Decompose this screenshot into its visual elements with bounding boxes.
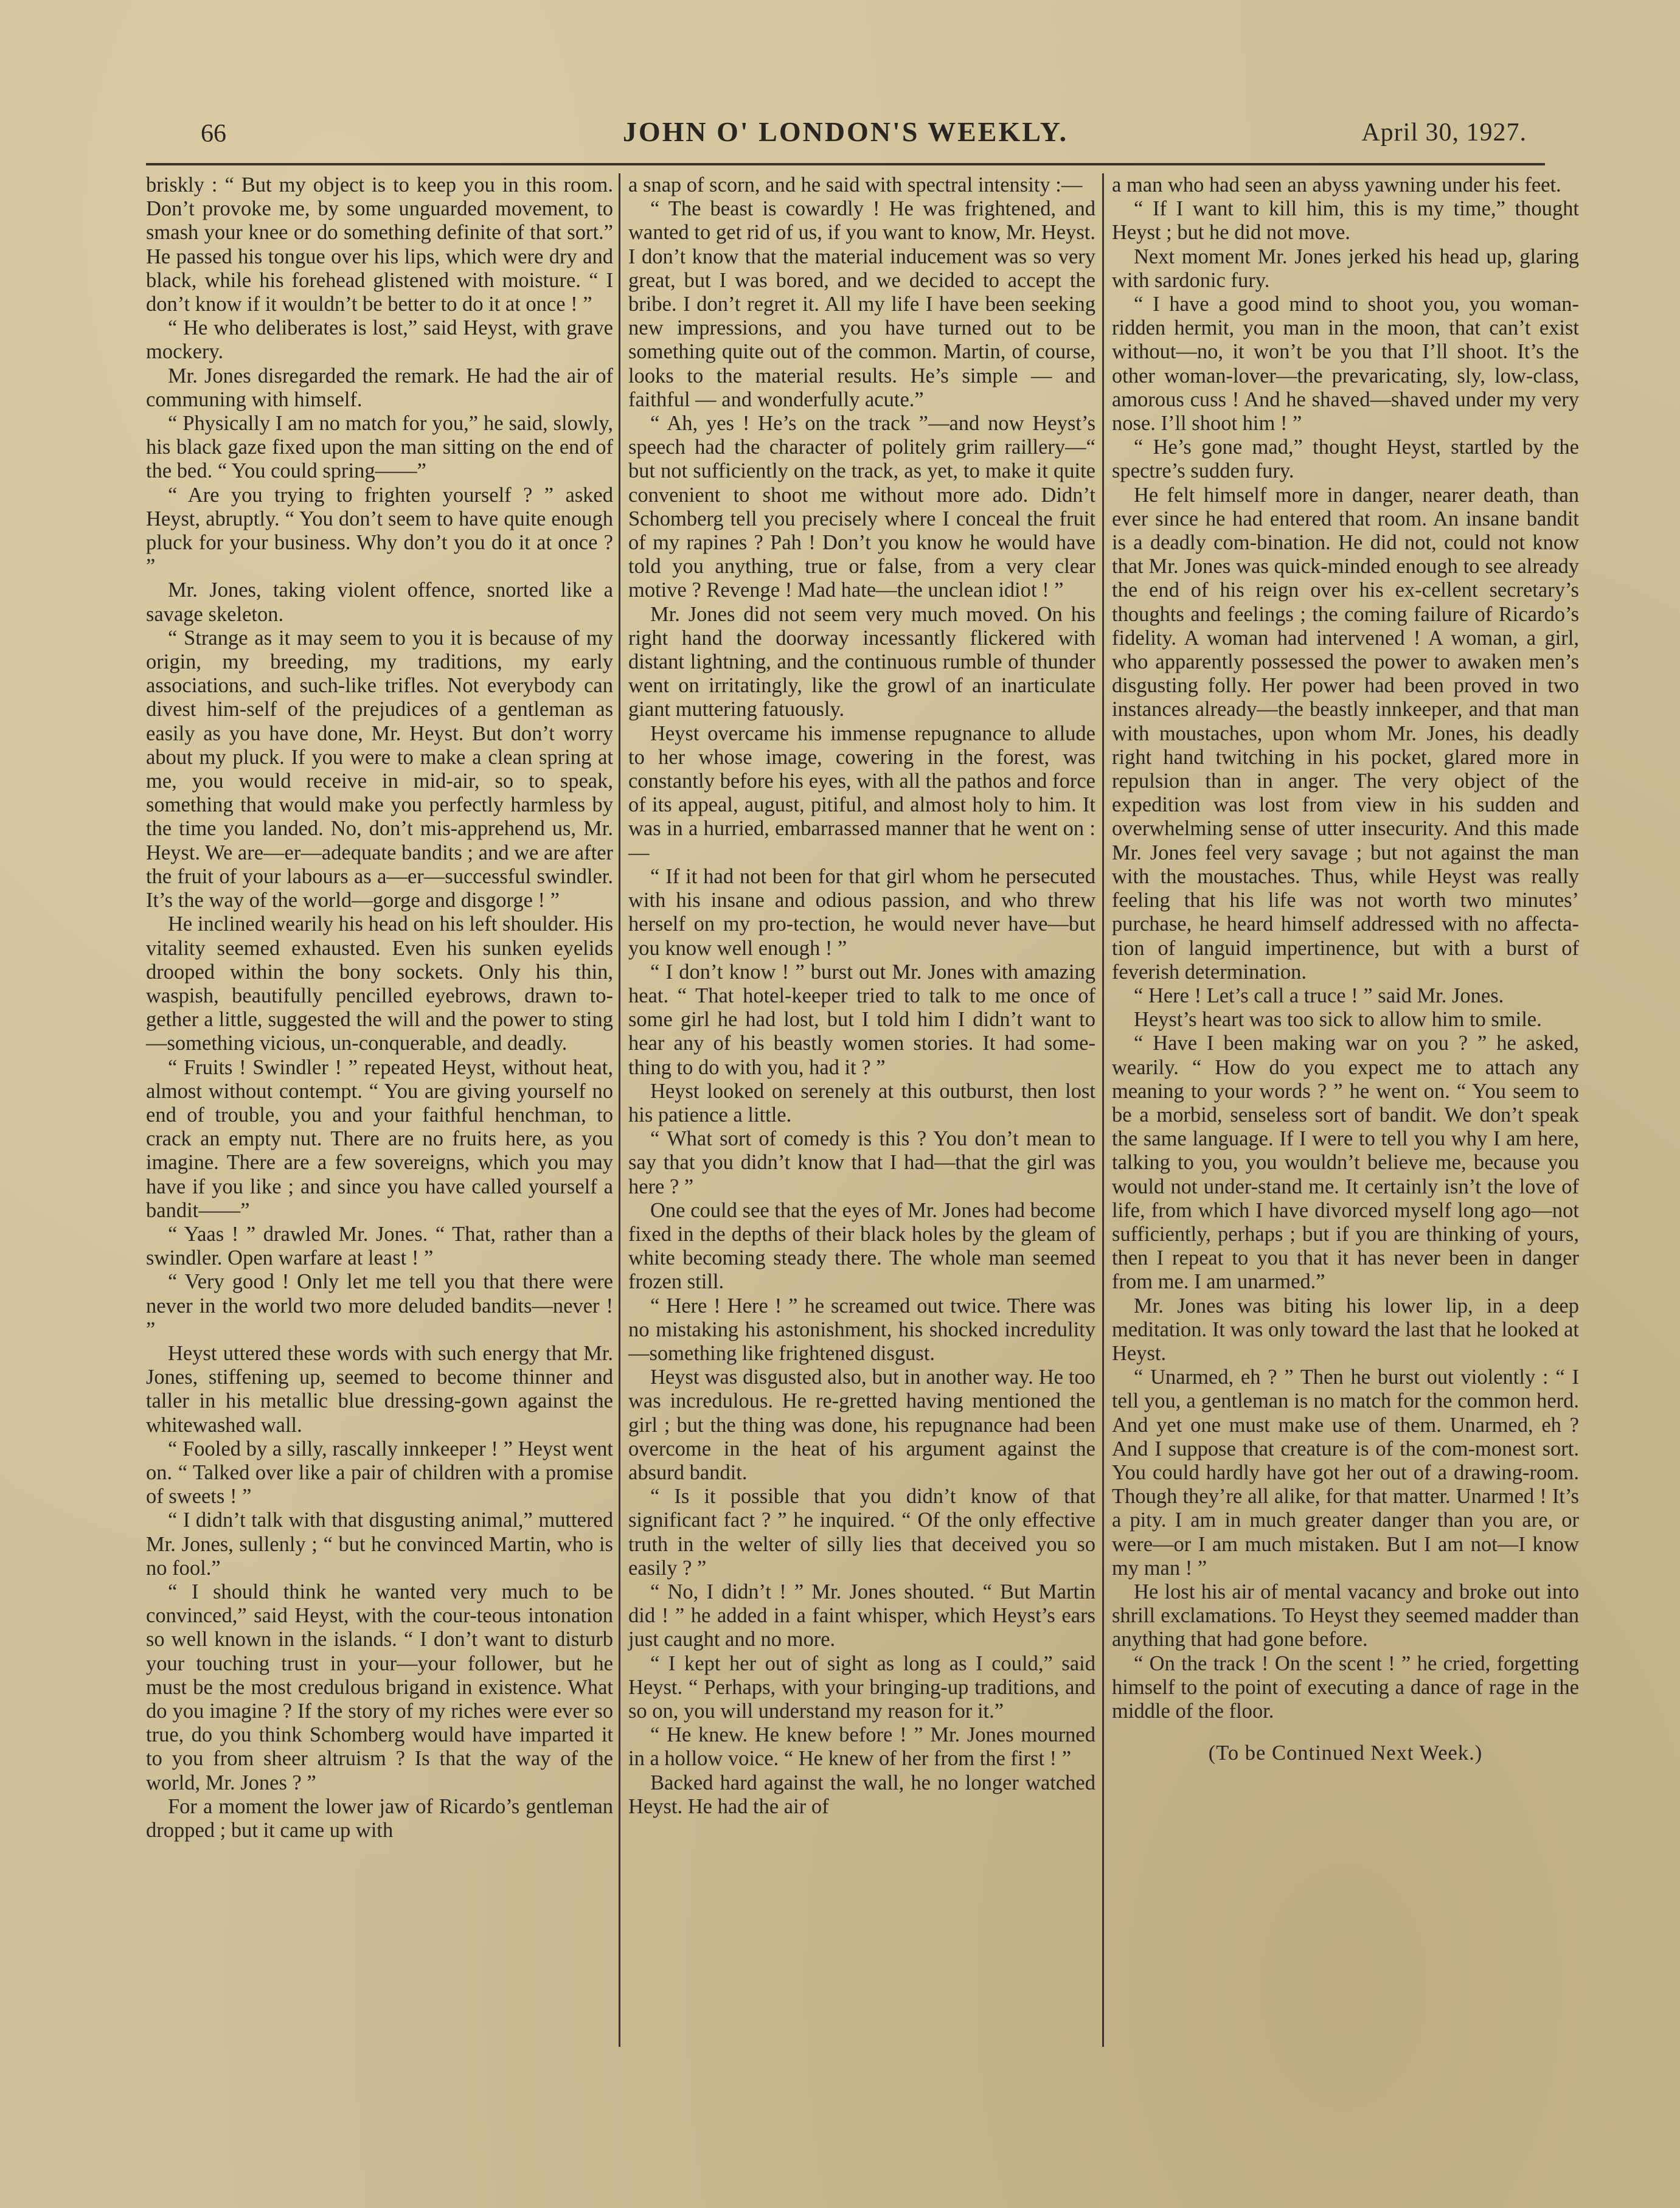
text-column-3 xyxy=(1112,173,1579,1765)
paragraph: “ Here ! Here ! ” he screamed out twice. There was no mistaking his astonishment, his shocked incredulity—something like frightened disgust. xyxy=(628,1294,1095,1365)
paragraph: “ I have a good mind to shoot you, you woman-ridden hermit, you man in the moon, that can’t exist without—no, it won’t be you that I’ll shoot. It’s the other woman-lover—the prevaricating, sly, low-class, amorous cuss ! And he shaved—shaved under my very nose. I’ll shoot him ! ” xyxy=(1112,293,1579,436)
paragraph: “ If I want to kill him, this is my time,” thought Heyst ; but he did not move. xyxy=(1112,197,1579,245)
paragraph: “ Fooled by a silly, rascally innkeeper ! ” Heyst went on. “ Talked over like a pair of children with a promise of sweets ! ” xyxy=(146,1437,613,1508)
paragraph: Heyst was disgusted also, but in another way. He too was incredulous. He re-gretted having mentioned the girl ; but the thing was done, his repugnance had been overcome in the heat of his argument against the absurd bandit. xyxy=(628,1366,1095,1484)
paragraph: “ What sort of comedy is this ? You don’t mean to say that you didn’t know that I had—that the girl was here ? ” xyxy=(628,1127,1095,1198)
paragraph: “ I didn’t talk with that disgusting animal,” muttered Mr. Jones, sullenly ; “ but he convinced Martin, who is no fool.” xyxy=(146,1508,613,1580)
column-divider xyxy=(1102,173,1104,2047)
paragraph: Heyst looked on serenely at this outburst, then lost his patience a little. xyxy=(628,1079,1095,1127)
paragraph: “ On the track ! On the scent ! ” he cried, forgetting himself to the point of executing a dance of rage in the middle of the floor. xyxy=(1112,1651,1579,1723)
paragraph: Heyst overcame his immense repugnance to allude to her whose image, cowering in the forest, was constantly before his eyes, with all the pathos and force of its appeal, august, pitiful, and almost holy to him. It was in a hurried, embarrassed manner that he went on :— xyxy=(628,721,1095,864)
paragraph: “ Physically I am no match for you,” he said, slowly, his black gaze fixed upon the man sitting on the end of the bed. “ You could spring——” xyxy=(146,412,613,483)
issue-date: April 30, 1927. xyxy=(1361,119,1527,147)
paragraph: Mr. Jones, taking violent offence, snorted like a savage skeleton. xyxy=(146,578,613,626)
paragraph: “ Unarmed, eh ? ” Then he burst out violently : “ I tell you, a gentleman is no match for the common herd. And yet one must make use of them. Unarmed, eh ? And I suppose that creature is of the com-monest sort. You could hardly have got her out of a drawing-room. Though they’re all alike, for that matter. Unarmed ! It’s a pity. I am in much greater danger than you are, or were—or I am much mistaken. But I am not—I know my man ! ” xyxy=(1112,1366,1579,1580)
paragraph: “ I should think he wanted very much to be convinced,” said Heyst, with the cour-teous intonation so well known in the islands. “ I don’t want to disturb your touching trust in your—your follower, but he must be the most credulous brigand in existence. What do you imagine ? If the story of my riches were ever so true, do you think Schomberg would have imparted it to you from sheer altruism ? Is that the way of the world, Mr. Jones ? ” xyxy=(146,1580,613,1794)
text-column-2 xyxy=(628,173,1095,1819)
paragraph: He lost his air of mental vacancy and broke out into shrill exclamations. To Heyst they seemed madder than anything that had gone before. xyxy=(1112,1580,1579,1651)
paragraph: Mr. Jones disregarded the remark. He had the air of communing with himself. xyxy=(146,364,613,411)
paragraph: “ I kept her out of sight as long as I could,” said Heyst. “ Perhaps, with your bringing-up traditions, and so on, you will understand my reason for it.” xyxy=(628,1651,1095,1723)
header-rule xyxy=(146,163,1545,165)
paragraph: a snap of scorn, and he said with spectral intensity :— xyxy=(628,173,1083,196)
paragraph: He inclined wearily his head on his left shoulder. His vitality seemed exhausted. Even his sunken eyelids drooped within the bony sockets. Only his thin, waspish, beautifully pencilled eyebrows, drawn to-gether a little, suggested the will and the power to sting—something vicious, un-conquerable, and deadly. xyxy=(146,912,614,1055)
page-number: 66 xyxy=(201,120,226,148)
paragraph: “ If it had not been for that girl whom he persecuted with his insane and odious passion, and who threw herself on my pro-tection, he would never have—but you know well enough ! ” xyxy=(628,864,1095,960)
paragraph: “ Is it possible that you didn’t know of that significant fact ? ” he inquired. “ Of the only effective truth in the welter of silly lies that deceived you so easily ? ” xyxy=(628,1485,1095,1580)
paragraph: “ He’s gone mad,” thought Heyst, startled by the spectre’s sudden fury. xyxy=(1112,436,1579,483)
paragraph: “ The beast is cowardly ! He was frightened, and wanted to get rid of us, if you want to know, Mr. Heyst. I don’t know that the material inducement was so very great, but I was bored, and we decided to accept the bribe. I don’t regret it. All my life I have been seeking new impressions, and you have turned out to be something quite out of the common. Martin, of course, looks to the material results. He’s simple — and faithful — and wonderfully acute.” xyxy=(628,197,1095,411)
text-column-1 xyxy=(146,173,613,1842)
paragraph: Mr. Jones was biting his lower lip, in a deep meditation. It was only toward the last that he looked at Heyst. xyxy=(1112,1294,1579,1365)
paragraph: briskly : “ But my object is to keep you in this room. Don’t provoke me, by some unguarded movement, to smash your knee or do something definite of that sort.” He passed his tongue over his lips, which were dry and black, while his forehead glistened with moisture. “ I don’t know if it wouldn’t be better to do it at once ! ” xyxy=(146,173,613,316)
paragraph: Next moment Mr. Jones jerked his head up, glaring with sardonic fury. xyxy=(1112,245,1579,292)
paragraph: a man who had seen an abyss yawning under his feet. xyxy=(1112,173,1561,196)
paragraph: He felt himself more in danger, nearer death, than ever since he had entered that room. An insane bandit is a deadly com-bination. He did not, could not know that Mr. Jones was quick-minded enough to see already the end of his reign over his ex-cellent secretary’s thoughts and feelings ; the coming failure of Ricardo’s fidelity. A woman had intervened ! A woman, a girl, who apparently possessed the power to awaken men’s disgusting folly. Her power had been proved in two instances already—the beastly innkeeper, and that man with moustaches, upon whom Mr. Jones, his deadly right hand twitching in his pocket, glared more in repulsion than in anger. The very object of the expedition was lost from view in his sudden and overwhelming sense of utter insecurity. And this made Mr. Jones feel very savage ; but not against the man with the moustaches. Thus, while Heyst was really feeling that his life was not worth two minutes’ purchase, he heard himself addressed with no affecta-tion of languid impertinence, but with a burst of feverish determination. xyxy=(1112,483,1579,984)
column-divider xyxy=(619,173,620,2047)
paragraph: Heyst’s heart was too sick to allow him to smile. xyxy=(1134,1008,1542,1032)
paragraph: “ Strange as it may seem to you it is because of my origin, my breeding, my traditions, my early associations, and such-like trifles. Not everybody can divest him-self of the prejudices of a gentleman as easily as you have done, Mr. Heyst. But don’t worry about my pluck. If you were to make a clean spring at me, you would receive in mid-air, so to speak, something that would make you perfectly harmless by the time you landed. No, don’t mis-apprehend us, Mr. Heyst. We are—er—adequate bandits ; and we are after the fruit of your labours as a—er—successful swindler. It’s the way of the world—gorge and disgorge ! ” xyxy=(146,626,613,912)
to-be-continued-note: (To be Continued Next Week.) xyxy=(1208,1741,1483,1765)
paragraph: “ Have I been making war on you ? ” he asked, wearily. “ How do you expect me to attach any meaning to your words ? ” he went on. “ You seem to be a morbid, senseless sort of bandit. We don’t speak the same language. If I were to tell you why I am here, talking to you, you wouldn’t believe me, because you would not under-stand me. It certainly isn’t the love of life, from which I have divorced myself long ago—not sufficiently, perhaps ; but if you are thinking of yours, then I repeat to you that it has never been in danger from me. I am unarmed.” xyxy=(1112,1032,1579,1294)
paragraph: “ He knew. He knew before ! ” Mr. Jones mourned in a hollow voice. “ He knew of her from the first ! ” xyxy=(628,1723,1095,1771)
paragraph: “ I don’t know ! ” burst out Mr. Jones with amazing heat. “ That hotel-keeper tried to talk to me once of some girl he had lost, but I told him I didn’t want to hear any of his beastly women stories. It had some-thing to do with you, had it ? ” xyxy=(628,960,1095,1079)
paragraph: Mr. Jones did not seem very much moved. On his right hand the doorway incessantly flickered with distant lightning, and the continuous rumble of thunder went on irritatingly, like the growl of an inarticulate giant muttering fatuously. xyxy=(628,602,1095,721)
paragraph: “ Yaas ! ” drawled Mr. Jones. “ That, rather than a swindler. Open warfare at least ! ” xyxy=(146,1222,613,1270)
paragraph: “ Very good ! Only let me tell you that there were never in the world two more deluded bandits—never ! ” xyxy=(146,1270,613,1341)
paragraph: “ Fruits ! Swindler ! ” repeated Heyst, without heat, almost without contempt. “ You are giving yourself no end of trouble, you and your faithful henchman, to crack an empty nut. There are no fruits here, as you imagine. There are a few sovereigns, which you may have if you like ; and since you have called yourself a bandit——” xyxy=(146,1055,613,1222)
paragraph: “ No, I didn’t ! ” Mr. Jones shouted. “ But Martin did ! ” he added in a faint whisper, which Heyst’s ears just caught and no more. xyxy=(628,1580,1095,1651)
journal-title: JOHN O' LONDON'S WEEKLY. xyxy=(622,116,1069,147)
paragraph: For a moment the lower jaw of Ricardo’s gentleman dropped ; but it came up with xyxy=(146,1794,613,1842)
paragraph: “ Here ! Let’s call a truce ! ” said Mr. Jones. xyxy=(1134,984,1504,1007)
paragraph: Backed hard against the wall, he no longer watched Heyst. He had the air of xyxy=(628,1771,1095,1818)
paragraph: “ Are you trying to frighten yourself ? ” asked Heyst, abruptly. “ You don’t seem to have quite enough pluck for your business. Why don’t you do it at once ? ” xyxy=(146,483,613,578)
page-header xyxy=(146,116,1545,158)
paragraph: Heyst uttered these words with such energy that Mr. Jones, stiffening up, seemed to become thinner and taller in his metallic blue dressing-gown against the whitewashed wall. xyxy=(146,1341,613,1437)
paragraph: “ He who deliberates is lost,” said Heyst, with grave mockery. xyxy=(146,316,613,364)
paragraph: One could see that the eyes of Mr. Jones had become fixed in the depths of their black holes by the gleam of white becoming steady there. The whole man seemed frozen still. xyxy=(628,1198,1095,1294)
paragraph: “ Ah, yes ! He’s on the track ”—and now Heyst’s speech had the character of politely grim raillery—“ but not sufficiently on the track, as yet, to make it quite convenient to shoot me without more ado. Didn’t Schomberg tell you precisely where I conceal the fruit of my rapines ? Pah ! Don’t you know he would have told you anything, true or false, from a very clear motive ? Revenge ! Mad hate—the unclean idiot ! ” xyxy=(628,412,1095,602)
